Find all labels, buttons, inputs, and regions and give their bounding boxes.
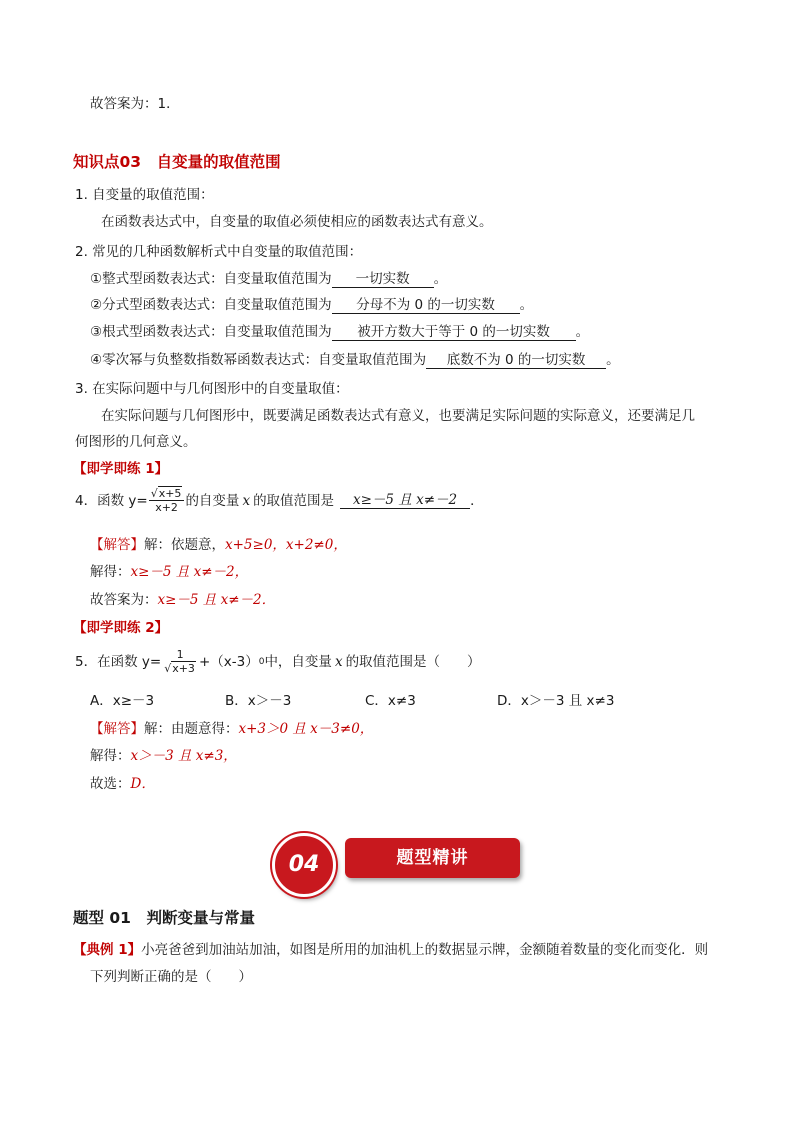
section-banner-circle — [272, 833, 336, 897]
sub-item-1: ①整式型函数表达式：自变量取值范围为 一切实数 。 — [90, 271, 448, 287]
fill-blank: 底数不为 0 的一切实数 — [426, 352, 606, 369]
fill-blank: 分母不为 0 的一切实数 — [332, 297, 520, 314]
example-line2: 下列判断正确的是（ ） — [90, 969, 252, 985]
section-banner-number: 04 — [288, 852, 320, 877]
section-banner-label: 题型精讲 — [396, 848, 469, 868]
solution-line: 解得：x＞－3 且 x≠3， — [90, 748, 237, 764]
question-5: 5．在函数 y= $\frac{1}{√x+3}$ +（x-3） 0 中，自变量 x 的取值范围是（ ） — [75, 648, 481, 675]
sub-item-2: ②分式型函数表达式：自变量取值范围为 分母不为 0 的一切实数 。 — [90, 297, 534, 313]
item2-title: 2. 常见的几种函数解析式中自变量的取值范围： — [75, 244, 363, 260]
option-c[interactable]: C．x≠3 — [365, 693, 416, 709]
fill-blank: 一切实数 — [332, 271, 434, 288]
fill-blank: x≥－5 且 x≠－2 — [340, 492, 470, 509]
solution-line: 【解答】解：由题意得：x+3＞0 且 x－3≠0， — [90, 721, 374, 737]
sub-item-4: ④零次幂与负整数指数幂函数表达式：自变量取值范围为 底数不为 0 的一切实数 。 — [90, 352, 620, 368]
option-d[interactable]: D．x＞－3 且 x≠3 — [497, 693, 615, 709]
item1-title: 1. 自变量的取值范围： — [75, 187, 214, 203]
solution-line: 故答案为：x≥－5 且 x≠－2． — [90, 592, 276, 608]
option-a[interactable]: A．x≥－3 — [90, 693, 155, 709]
fraction: $\frac{√x+5}{x+2}$ — [149, 487, 185, 514]
solution-line: 【解答】解：依题意，x+5≥0，x+2≠0， — [90, 537, 347, 553]
item3-body-line2: 何图形的几何意义。 — [75, 434, 197, 450]
example-line1: 【典例 1】小亮爸爸到加油站加油，如图是所用的加油机上的数据显示牌，金额随着数量的变化而变化．则 — [73, 942, 709, 958]
solution-line: 解得：x≥－5 且 x≠－2， — [90, 564, 249, 580]
section-heading: 知识点03 自变量的取值范围 — [73, 153, 281, 171]
fraction: $\frac{1}{√x+3}$ — [164, 648, 195, 675]
sub-item-3: ③根式型函数表达式：自变量取值范围为 被开方数大于等于 0 的一切实数 。 — [90, 324, 590, 340]
option-b[interactable]: B．x＞－3 — [225, 693, 292, 709]
section-banner-bar — [345, 838, 520, 878]
answer-line: 故答案为：1． — [90, 96, 180, 112]
item3-title: 3. 在实际问题中与几何图形中的自变量取值： — [75, 381, 349, 397]
exercise-tag: 【即学即练 2】 — [73, 620, 169, 636]
solution-line: 故选：D． — [90, 776, 155, 792]
item3-body-line1: 在实际问题与几何图形中，既要满足函数表达式有意义，也要满足实际问题的实际意义，还要满足几 — [101, 408, 695, 424]
type-heading: 题型 01 判断变量与常量 — [73, 909, 255, 927]
question-4: 4．函数 y= $\frac{√x+5}{x+2}$ 的自变量 x 的取值范围是 x≥－5 且 x≠－2 ． — [75, 487, 484, 514]
item1-body: 在函数表达式中，自变量的取值必须使相应的函数表达式有意义。 — [101, 214, 493, 230]
exercise-tag: 【即学即练 1】 — [73, 461, 169, 477]
fill-blank: 被开方数大于等于 0 的一切实数 — [332, 324, 576, 341]
